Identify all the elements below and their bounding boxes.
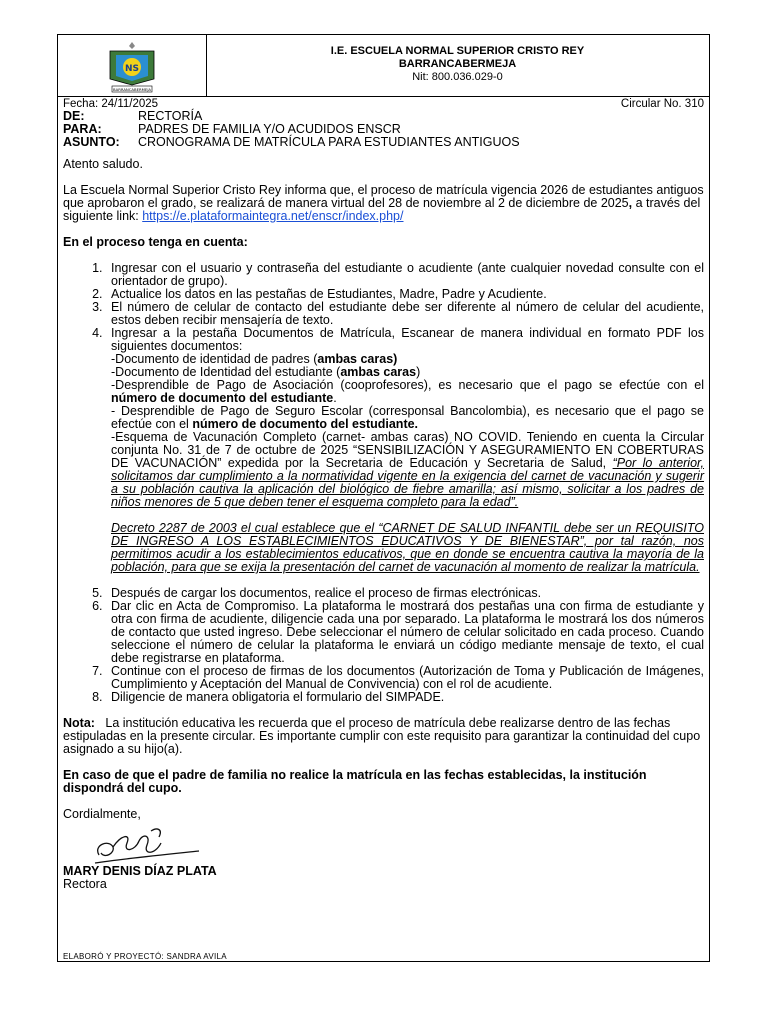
doc-student-id: -Documento de Identidad del estudiante (ambas caras) bbox=[111, 365, 421, 379]
school-crest-logo bbox=[104, 41, 160, 93]
circular-number: Circular No. 310 bbox=[620, 98, 704, 110]
handwritten-signature bbox=[91, 825, 203, 869]
list-item: 3. El número de celular de contacto del estudiante debe ser diferente al número de celular del acudiente, estos deben recibir mensajería de texto. bbox=[106, 301, 704, 327]
routing-block bbox=[63, 110, 520, 149]
warning-paragraph: En caso de que el padre de familia no realice la matrícula en las fechas establecidas, la institución dispondrá del cupo. bbox=[63, 768, 647, 795]
nota-label: Nota: bbox=[63, 716, 95, 730]
para-label: PARA: bbox=[63, 122, 102, 136]
list-item: 5. Después de cargar los documentos, realice el proceso de firmas electrónicas. bbox=[106, 587, 704, 600]
doc-vaccination: -Esquema de Vacunación Completo (carnet- ambas caras) NO COVID. Teniendo en cuenta la Circular conjunta No. 31 de 7 de octubre de 2025 “SENSIBILIZACIÓN Y ASEGURAMIENTO EN COBERTURAS DE VACUNACIÓN” expedida por la Secretaria de Educación y Secretaria de Salud, “Por lo anterior, solicitamos dar cumplimiento a la normatividad vigente en la exigencia del carnet de vacunación y sugerir a su población cautiva la aplicación del biológico de fiebre amarilla; así mismo, solicitar a los padres de niños menores de 5 que deben tener el esquema completo para la edad”. bbox=[111, 430, 704, 509]
school-name: I.E. ESCUELA NORMAL SUPERIOR CRISTO REY bbox=[330, 45, 585, 57]
school-nit: Nit: 800.036.029-0 bbox=[412, 71, 503, 83]
enrollment-link[interactable]: https://e.plataformaintegra.net/enscr/index.php/ bbox=[142, 209, 404, 223]
para-value: PADRES DE FAMILIA Y/O ACUDIDOS ENSCR bbox=[138, 122, 401, 136]
list-item: 8. Diligencie de manera obligatoria el formulario del SIMPADE. bbox=[106, 691, 704, 704]
prepared-by-footer: ELABORÓ Y PROYECTÓ: SANDRA AVILA bbox=[63, 952, 227, 961]
circular-document bbox=[57, 34, 710, 962]
asunto-label: ASUNTO: bbox=[63, 135, 120, 149]
school-city: BARRANCABERMEJA bbox=[398, 58, 517, 70]
decree-paragraph: Decreto 2287 de 2003 el cual establece que el “CARNET DE SALUD INFANTIL debe ser un REQUISITO DE INGRESO A LOS ESTABLECIMIENTOS EDUCATIVOS Y DE BIENESTAR”, por tal razón, nos permitimos acudir a los establecimientos educativos, que en donde se encuentra cautiva la mayoría de la población, para que se exija la presentación del carnet de vacunación al momento de realizar la matrícula. bbox=[111, 521, 704, 574]
svg-text:NS: NS bbox=[124, 64, 140, 74]
signer-name: MARY DENIS DÍAZ PLATA bbox=[63, 864, 217, 878]
list-item: 1. Ingresar con el usuario y contraseña del estudiante o acudiente (ante cualquier novedad consulte con el orientador de grupo). bbox=[106, 262, 704, 288]
list-item: 6. Dar clic en Acta de Compromiso. La plataforma le mostrará dos pestañas una con firma de estudiante y otra con firma de acudiente, diligencie cada una por separado. La plataforma le mostrará los dos números de contacto que usted ingreso. Debe seleccionar el número de celular solicitado en cada proceso. Cuando seleccione el número de celular la plataforma le enviará un código mediante mensaje de texto, el cual debe registrarse en plataforma. bbox=[106, 600, 704, 665]
de-value: RECTORÍA bbox=[138, 109, 203, 123]
document-date: Fecha: 24/11/2025 bbox=[63, 98, 159, 110]
greeting: Atento saludo. bbox=[63, 157, 143, 171]
school-info bbox=[206, 45, 709, 84]
consider-heading: En el proceso tenga en cuenta: bbox=[63, 235, 248, 249]
document-header bbox=[58, 35, 709, 97]
list-item: 4. Ingresar a la pestaña Documentos de Matrícula, Escanear de manera individual en formato PDF los siguientes documentos: -Documento de identidad de padres (ambas caras) -Documento de Identidad del estudiante (ambas caras) -Desprendible de Pago de Asociación (cooprofesores), es necesario que el pago se efectúe con el número de documento del estudiante. - Desprendible de Pago de Seguro Escolar (corresponsal Bancolombia), es necesario que el pago se efectúe con el número de documento del estudiante. -Esquema de Vacunación Completo (carnet- ambas caras) NO COVID. Teniendo en cuenta la Circular conjunta No. 31 de 7 de octubre de 2025 “SENSIBILIZACIÓN Y ASEGURAMIENTO EN COBERTURAS DE VACUNACIÓN” expedida por la Secretaria de Educación y Secretaria de Salud, “Por lo anterior, solicitamos dar cumplimiento a la normatividad vigente en la exigencia del carnet de vacunación y sugerir a su población cautiva la aplicación del biológico de fiebre amarilla; así mismo, solicitar a los padres de niños menores de 5 que deben tener el esquema completo para la edad”. Decreto 2287 de 2003 el cual establece que el “CARNET DE SALUD INFANTIL debe ser un REQUISITO DE INGRESO A LOS ESTABLECIMIENTOS EDUCATIVOS Y DE BIENESTAR”, por tal razón, nos permitimos acudir a los establecimientos educativos, que en donde se encuentra cautiva la mayoría de la población, para que se exija la presentación del carnet de vacunación al momento de realizar la matrícula. bbox=[106, 327, 704, 574]
doc-association-payment: -Desprendible de Pago de Asociación (cooprofesores), es necesario que el pago se efectúe con el número de documento del estudiante. bbox=[111, 378, 704, 405]
list-item: 2. Actualice los datos en las pestañas de Estudiantes, Madre, Padre y Acudiente. bbox=[106, 288, 704, 301]
intro-paragraph: La Escuela Normal Superior Cristo Rey informa que, el proceso de matrícula vigencia 2026 de estudiantes antiguos que aprobaron el grado, se realizará de manera virtual del 28 de noviembre al 2 de diciembre de 2025, a través del siguiente link: https://e.plataformaintegra.net/enscr/index.php/ bbox=[63, 183, 704, 223]
asunto-value: CRONOGRAMA DE MATRÍCULA PARA ESTUDIANTES ANTIGUOS bbox=[138, 135, 520, 149]
nota-paragraph: Nota: La institución educativa les recuerda que el proceso de matrícula debe realizarse dentro de las fechas estipuladas en la presente circular. Es importante cumplir con este requisito para garantizar la continuidad del cupo asignado a su hijo(a). bbox=[63, 716, 704, 756]
svg-text:BARRANCABERMEJA: BARRANCABERMEJA bbox=[113, 87, 151, 92]
closing: Cordialmente, bbox=[63, 807, 141, 821]
document-body bbox=[63, 158, 704, 891]
doc-insurance-payment: - Desprendible de Pago de Seguro Escolar (corresponsal Bancolombia), es necesario que el pago se efectúe con el número de documento del estudiante. bbox=[111, 404, 704, 431]
signature-area bbox=[63, 821, 704, 865]
steps-list bbox=[63, 262, 704, 704]
doc-parents-id: -Documento de identidad de padres (ambas caras) bbox=[111, 352, 398, 366]
signer-role: Rectora bbox=[63, 877, 107, 891]
logo-cell bbox=[58, 35, 207, 96]
de-label: DE: bbox=[63, 109, 85, 123]
list-item: 7. Continue con el proceso de firmas de los documentos (Autorización de Toma y Publicación de Imágenes, Cumplimiento y Aceptación del Manual de Convivencia) con el rol de acudiente. bbox=[106, 665, 704, 691]
